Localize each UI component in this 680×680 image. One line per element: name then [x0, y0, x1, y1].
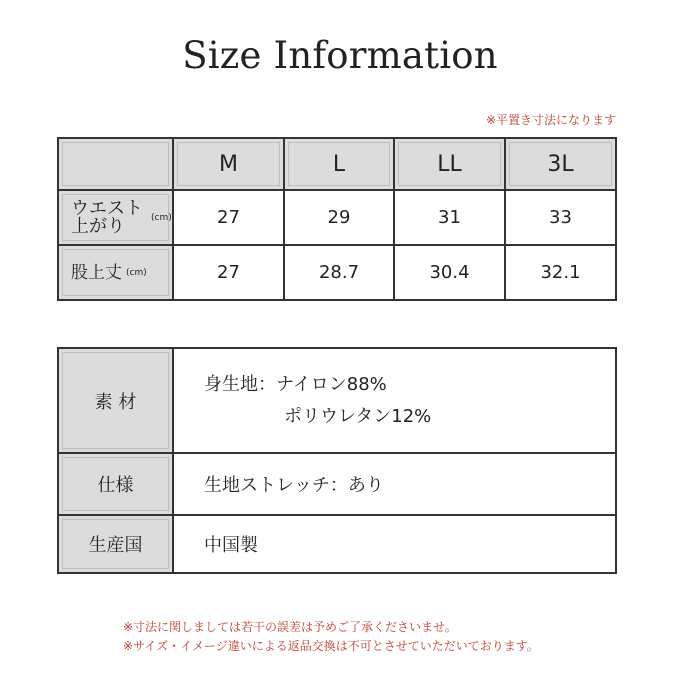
page-title: Size Information: [182, 34, 498, 77]
material-line2: ポリウレタン12%: [284, 405, 432, 427]
rise-unit: (cm): [126, 268, 147, 278]
rise-value-l: 28.7: [284, 245, 394, 300]
size-header-3l: 3L: [505, 138, 616, 190]
spec-row: [58, 453, 616, 515]
material-value: [173, 348, 616, 453]
origin-row: [58, 515, 616, 573]
size-header-ll: LL: [394, 138, 505, 190]
bottom-notes: [123, 618, 539, 656]
waist-value-l: 29: [284, 190, 394, 245]
rise-value-3l: 32.1: [505, 245, 616, 300]
origin-value: 中国製: [173, 515, 616, 573]
flat-measurement-note: ※平置き寸法になります: [485, 113, 616, 127]
rise-row: [58, 245, 616, 300]
waist-value-ll: 31: [394, 190, 505, 245]
waist-row: [58, 190, 616, 245]
origin-label: 生産国: [58, 515, 173, 573]
rise-value-ll: 30.4: [394, 245, 505, 300]
material-row: [58, 348, 616, 453]
spec-table: [57, 347, 617, 574]
waist-label-line2: 上がり: [71, 215, 125, 237]
tolerance-note: ※寸法に関しましては若干の誤差は予めご了承くださいませ。: [123, 620, 457, 634]
rise-label: 股上丈: [71, 263, 122, 283]
rise-value-m: 27: [173, 245, 284, 300]
size-header-l: L: [284, 138, 394, 190]
waist-value-m: 27: [173, 190, 284, 245]
waist-unit: (cm): [151, 212, 172, 223]
size-header-row: [58, 138, 616, 190]
material-line1: 身生地：ナイロン88%: [204, 373, 387, 395]
rise-row-label: [58, 245, 173, 300]
waist-row-label: [58, 190, 173, 245]
size-table: [57, 137, 617, 301]
waist-value-3l: 33: [505, 190, 616, 245]
corner-cell: [58, 138, 173, 190]
material-label: 素 材: [58, 348, 173, 453]
return-policy-note: ※サイズ・イメージ違いによる返品交換は不可とさせていただいております。: [123, 639, 539, 653]
spec-value: 生地ストレッチ：あり: [173, 453, 616, 515]
size-header-m: M: [173, 138, 284, 190]
spec-label: 仕様: [58, 453, 173, 515]
waist-label-line1: ウエスト: [71, 197, 143, 219]
